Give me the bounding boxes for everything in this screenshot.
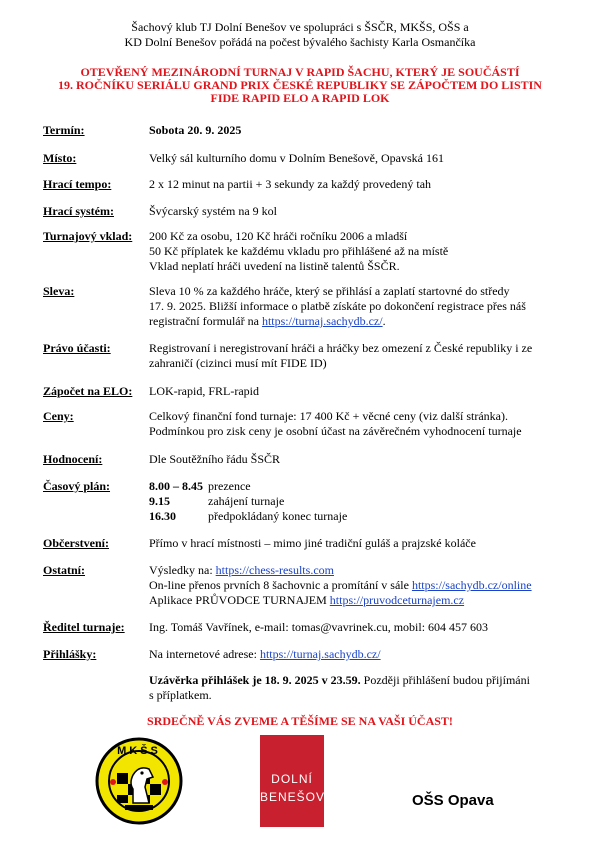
intro [0,20,600,50]
ceny-line: Celkový finanční fond turnaje: 17 400 Kč + věcné ceny (viz další stránka). [149,409,508,423]
schedule-time: 8.00 – 8.45 [149,479,203,493]
value-hodnoceni: Dle Soutěžního řádu ŠSČR [149,452,280,466]
headline-line: FIDE RAPID ELO A RAPID LOK [210,91,390,105]
schedule-item [149,509,569,524]
ostatni-line [149,578,569,593]
value-ostatni [149,563,569,608]
value-vklad [149,229,569,274]
mkss-logo [95,737,183,825]
value-pravo [149,341,569,371]
value-obcerstveni: Přímo v hrací místnosti – mimo jiné tradiční guláš a prajzské koláče [149,536,476,550]
value-prihlasky [149,647,569,662]
deadline-text: Uzávěrka přihlášek je 18. 9. 2025 v 23.59. [149,673,361,687]
value-tempo: 2 x 12 minut na partii + 3 sekundy za každý provedený tah [149,177,432,191]
label-elo: Zápočet na ELO: [43,384,133,398]
schedule-text: prezence [208,479,251,493]
label-system: Hrací systém: [43,204,114,218]
ostatni-line [149,593,569,608]
sleva-line: Sleva 10 % za každého hráče, který se přihlásí a zaplatí startovné do středy [149,284,510,298]
label-hodnoceni: Hodnocení: [43,452,103,466]
value-plan [149,479,569,524]
sleva-period: . [382,314,386,328]
label-ostatni: Ostatní: [43,563,85,577]
label-prihlasky: Přihlášky: [43,647,97,661]
value-misto: Velký sál kulturního domu v Dolním Benešově, Opavská 161 [149,151,444,165]
label-pravo: Právo účasti: [43,341,111,355]
online-broadcast-link[interactable]: https://sachydb.cz/online [411,578,532,592]
mkss-logo-text: MKŠS [117,745,161,757]
sleva-line: 17. 9. 2025. Bližší informace o platbě získáte po dokončení registrace přes náš [149,299,526,313]
label-reditel: Ředitel turnaje: [43,620,125,634]
uzaverka-line [149,673,569,688]
ceny-line: Podmínkou pro zisk ceny je osobní účast na závěrečném vyhodnocení turnaje [149,424,522,438]
vklad-line: Vklad neplatí hráči uvedení na listině talentů ŠSČR. [149,259,400,273]
vklad-line: 200 Kč za osobu, 120 Kč hráči ročníku 2006 a mladší [149,229,408,243]
value-reditel: Ing. Tomáš Vavřínek, e-mail: tomas@vavrinek.cu, mobil: 604 457 603 [149,620,489,634]
label-vklad: Turnajový vklad: [43,229,133,243]
signup-link[interactable]: https://turnaj.sachydb.cz/ [259,647,381,661]
value-uzaverka [149,673,569,703]
dolni-benesov-logo-line: BENEŠOV [260,790,326,804]
dolni-benesov-logo [260,735,324,827]
value-ceny [149,409,569,439]
intro-line: Šachový klub TJ Dolní Benešov ve spolupráci s ŠSČR, MKŠS, OŠS a [131,20,469,34]
schedule-text: zahájení turnaje [208,494,285,508]
schedule-time: 9.15 [149,494,170,508]
value-sleva [149,284,569,329]
schedule-time: 16.30 [149,509,176,523]
value-termin: Sobota 20. 9. 2025 [149,123,242,137]
schedule-item [149,494,569,509]
label-obcerstveni: Občerstvení: [43,536,109,550]
app-text: Aplikace PRŮVODCE TURNAJEM [149,593,330,607]
value-elo: LOK-rapid, FRL-rapid [149,384,259,398]
ostatni-line [149,563,569,578]
prihlasky-text: Na internetové adrese: [149,647,260,661]
schedule-item [149,479,569,494]
pravo-line: zahraničí (cizinci musí mít FIDE ID) [149,356,327,370]
broadcast-text: On-line přenos prvních 8 šachovnic a promítání v sále [149,578,412,592]
label-termin: Termín: [43,123,85,137]
registration-link[interactable]: https://turnaj.sachydb.cz/ [261,314,383,328]
deadline-rest: Později přihlášení budou přijímáni [360,673,530,687]
label-plan: Časový plán: [43,479,111,493]
sleva-text: registrační formulář na [149,314,262,328]
sleva-line [149,314,569,329]
label-sleva: Sleva: [43,284,75,298]
label-tempo: Hrací tempo: [43,177,112,191]
label-misto: Místo: [43,151,77,165]
chess-results-link[interactable]: https://chess-results.com [215,563,334,577]
value-system: Švýcarský systém na 9 kol [149,204,277,218]
headline-line: OTEVŘENÝ MEZINÁRODNÍ TURNAJ V RAPID ŠACHU, KTERÝ JE SOUČÁSTÍ [80,65,520,79]
pravo-line: Registrovaní i neregistrovaní hráči a hráčky bez omezení z České republiky i ze [149,341,533,355]
label-ceny: Ceny: [43,409,74,423]
headline-line: 19. ROČNÍKU SERIÁLU GRAND PRIX ČESKÉ REPUBLIKY SE ZÁPOČTEM DO LISTIN [58,78,542,92]
dolni-benesov-logo-line: DOLNÍ [271,772,313,786]
results-text: Výsledky na: [149,563,216,577]
schedule-text: předpokládaný konec turnaje [208,509,348,523]
closing-invitation: SRDEČNĚ VÁS ZVEME A TĚŠÍME SE NA VAŠI ÚČAST! [147,714,453,728]
intro-line: KD Dolní Benešov pořádá na počest bývalého šachisty Karla Osmančíka [124,35,476,49]
oss-opava-logo: OŠS Opava [412,792,494,809]
tournament-guide-link[interactable]: https://pruvodceturnajem.cz [329,593,465,607]
vklad-line: 50 Kč příplatek ke každému vkladu pro přihlášené až na místě [149,244,449,258]
tournament-headline [0,66,600,105]
uzaverka-line: s příplatkem. [149,688,212,702]
